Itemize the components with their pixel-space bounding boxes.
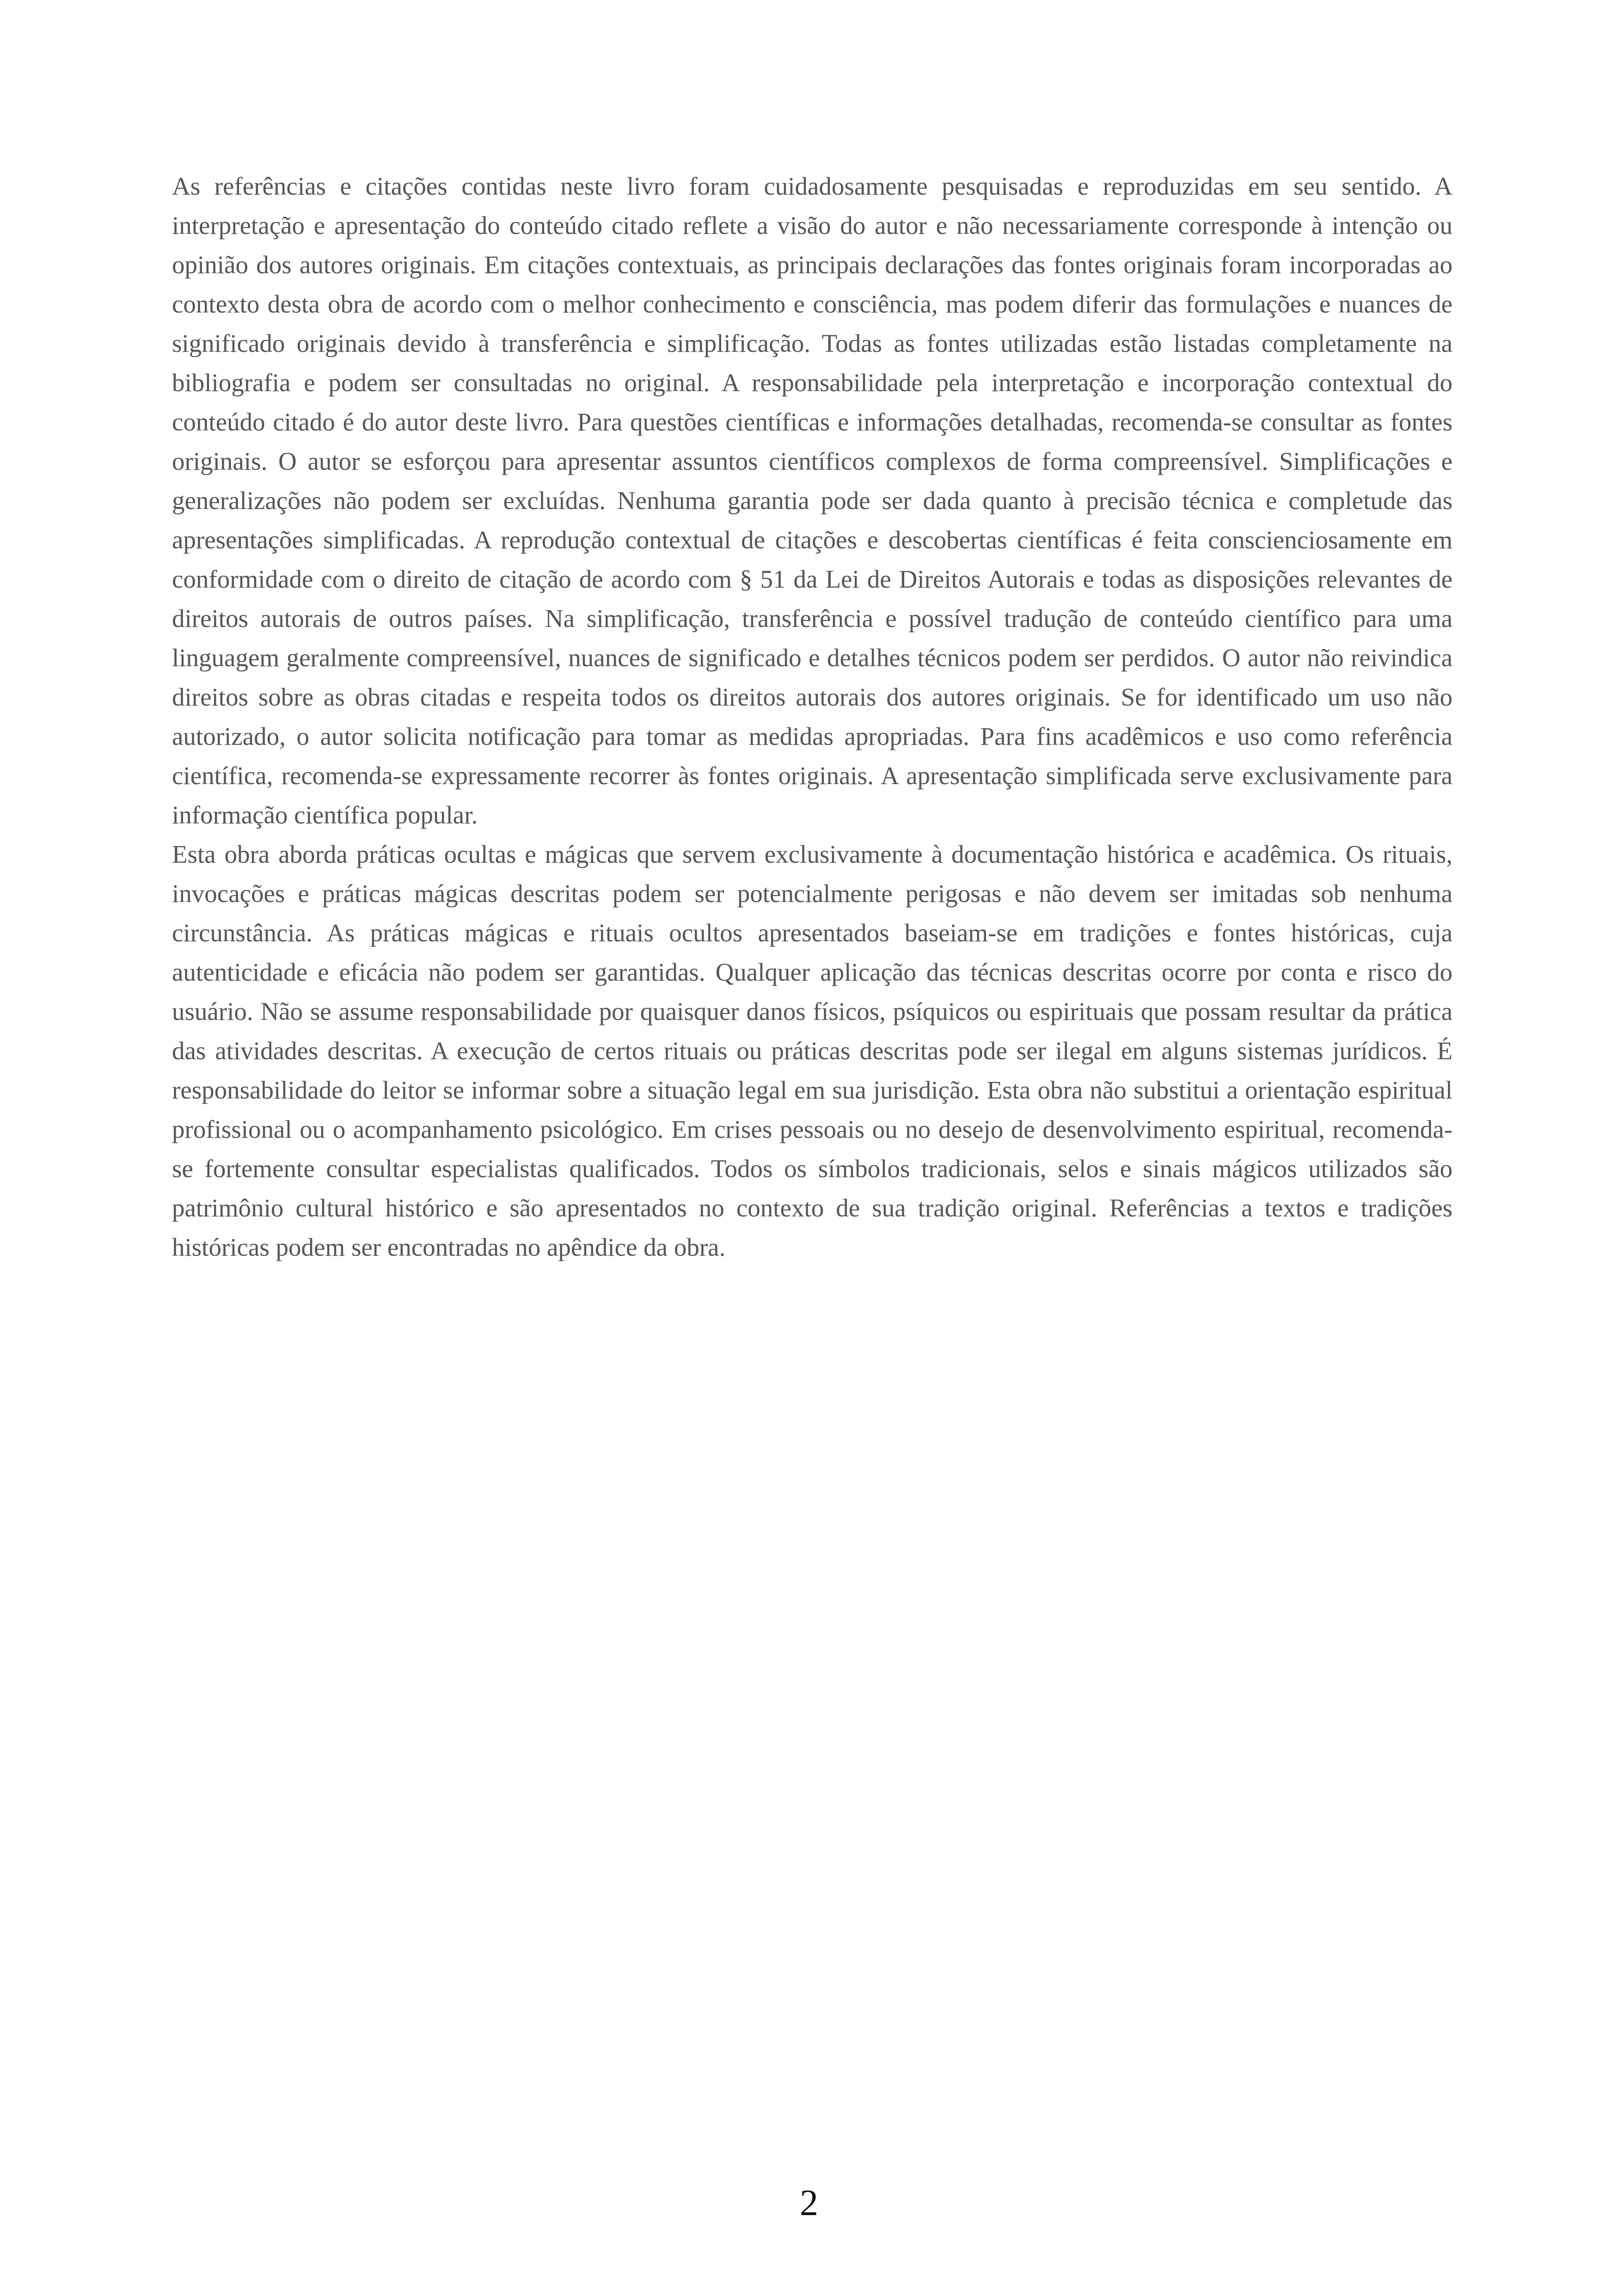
paragraph-citations-disclaimer: As referências e citações contidas neste livro foram cuidadosamente pesquisadas e reproduzidas em seu sentido. A interpretação e apresentação do conteúdo citado reflete a visão do autor e não necessariamente corresponde à intenção ou opinião dos autores originais. Em citações contextuais, as principais declarações das fontes originais foram incorporadas ao contexto desta obra de acordo com o melhor conhecimento e consciência, mas podem diferir das formulações e nuances de significado originais devido à transferência e simplificação. Todas as fontes utilizadas estão listadas completamente na bibliografia e podem ser consultadas no original. A responsabilidade pela interpretação e incorporação contextual do conteúdo citado é do autor deste livro. Para questões científicas e informações detalhadas, recomenda-se consultar as fontes originais. O autor se esforçou para apresentar assuntos científicos complexos de forma compreensível. Simplificações e generalizações não podem ser excluídas. Nenhuma garantia pode ser dada quanto à precisão técnica e completude das apresentações simplificadas. A reprodução contextual de citações e descobertas científicas é feita conscienciosamente em conformidade com o direito de citação de acordo com § 51 da Lei de Direitos Autorais e todas as disposições relevantes de direitos autorais de outros países. Na simplificação, transferência e possível tradução de conteúdo científico para uma linguagem geralmente compreensível, nuances de significado e detalhes técnicos podem ser perdidos. O autor não reivindica direitos sobre as obras citadas e respeita todos os direitos autorais dos autores originais. Se for identificado um uso não autorizado, o autor solicita notificação para tomar as medidas apropriadas. Para fins acadêmicos e uso como referência científica, recomenda-se expressamente recorrer às fontes originais. A apresentação simplificada serve exclusivamente para informação científica popular. bbox=[172, 172, 1453, 829]
body-text bbox=[172, 166, 1453, 1267]
page-number: 2 bbox=[800, 2183, 818, 2223]
paragraph-occult-disclaimer: Esta obra aborda práticas ocultas e mágicas que servem exclusivamente à documentação histórica e acadêmica. Os rituais, invocações e práticas mágicas descritas podem ser potencialmente perigosas e não devem ser imitadas sob nenhuma circunstância. As práticas mágicas e rituais ocultos apresentados baseiam-se em tradições e fontes históricas, cuja autenticidade e eficácia não podem ser garantidas. Qualquer aplicação das técnicas descritas ocorre por conta e risco do usuário. Não se assume responsabilidade por quaisquer danos físicos, psíquicos ou espirituais que possam resultar da prática das atividades descritas. A execução de certos rituais ou práticas descritas pode ser ilegal em alguns sistemas jurídicos. É responsabilidade do leitor se informar sobre a situação legal em sua jurisdição. Esta obra não substitui a orientação espiritual profissional ou o acompanhamento psicológico. Em crises pessoais ou no desejo de desenvolvimento espiritual, recomenda-se fortemente consultar especialistas qualificados. Todos os símbolos tradicionais, selos e sinais mágicos utilizados são patrimônio cultural histórico e são apresentados no contexto de sua tradição original. Referências a textos e tradições históricas podem ser encontradas no apêndice da obra. bbox=[172, 840, 1453, 1261]
